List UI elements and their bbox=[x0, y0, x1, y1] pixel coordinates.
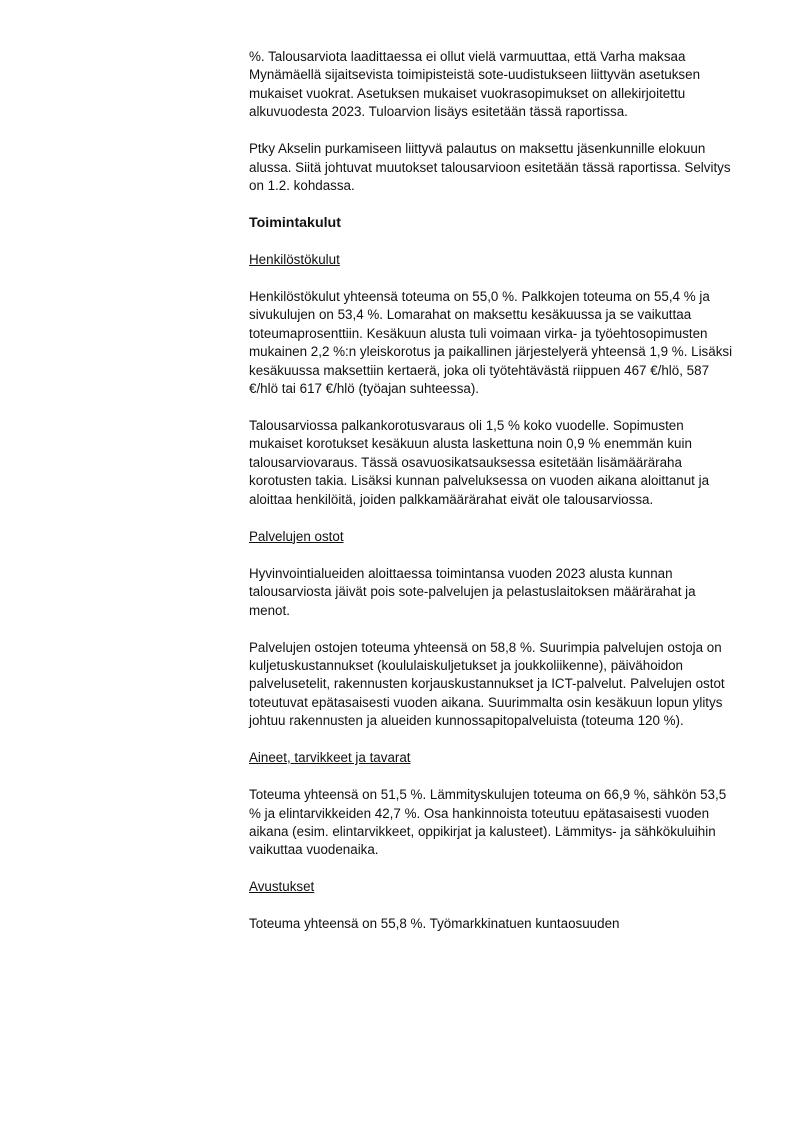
intro-paragraph-1: %. Talousarviota laadittaessa ei ollut vielä varmuuttaa, että Varha maksaa Mynämäellä sijaitsevista toimipisteistä sote-uudistukseen liittyvän asetuksen mukaiset vuokrat. Asetuksen mukaiset vuokrasopimukset on allekirjoitettu alkuvuodesta 2023. Tuloarvion lisäys esitetään tässä raportissa. bbox=[249, 49, 701, 120]
avustukset-paragraph-1: Toteuma yhteensä on 55,8 %. Työmarkkinatuen kuntaosuuden bbox=[249, 916, 620, 932]
palvelujen-ostot-paragraph-1: Hyvinvointialueiden aloittaessa toimintansa vuoden 2023 alusta kunnan talousarviosta jäivät pois sote-palvelujen ja pelastuslaitoksen määrärahat ja menot. bbox=[249, 565, 696, 618]
henkilostokulut-paragraph-2: Talousarviossa palkankorotusvaraus oli 1,5 % koko vuodelle. Sopimusten mukaiset korotukset kesäkuun alusta laskettuna noin 0,9 % enemmän kuin talousarviovaraus. Tässä osavuosikatsauksessa esitetään lisämääräraha korotusten takia. Lisäksi kunnan palveluksessa on vuoden aikana aloittanut ja aloittaa henkilöitä, joiden palkkamäärärahat eivät ole talousarviossa. bbox=[249, 418, 710, 507]
subheading-avustukset: Avustukset bbox=[249, 879, 315, 895]
subheading-henkilostokulut: Henkilöstökulut bbox=[249, 252, 340, 268]
section-heading-toimintakulut: Toimintakulut bbox=[249, 215, 341, 232]
intro-paragraph-2: Ptky Akselin purkamiseen liittyvä palautus on maksettu jäsenkunnille elokuun alussa. Siitä johtuvat muutokset talousarvioon esitetään tässä raportissa. Selvitys on 1.2. kohdassa. bbox=[249, 141, 731, 194]
subheading-palvelujen-ostot: Palvelujen ostot bbox=[249, 528, 344, 544]
aineet-paragraph-1: Toteuma yhteensä on 51,5 %. Lämmityskulujen toteuma on 66,9 %, sähkön 53,5 % ja elintarvikkeiden 42,7 %. Osa hankinnoista toteutuu epätasaisesti vuoden aikana (esim. elintarvikkeet, oppikirjat ja kalusteet). Lämmitys- ja sähkökuluihin vaikuttaa vuodenaika. bbox=[249, 787, 727, 858]
document-page bbox=[249, 48, 739, 952]
henkilostokulut-paragraph-1: Henkilöstökulut yhteensä toteuma on 55,0 %. Palkkojen toteuma on 55,4 % ja sivukulujen on 53,4 %. Lomarahat on maksettu kesäkuussa ja se vaikuttaa toteumaprosenttiin. Kesäkuun alusta tuli voimaan virka- ja työehtosopimusten mukainen 2,2 %:n yleiskorotus ja paikallinen järjestelyerä yhteensä 1,9 %. Lisäksi kesäkuussa maksettiin kertaerä, joka oli työtehtävästä riippuen 467 €/hlö, 587 €/hlö tai 617 €/hlö (työajan suhteessa). bbox=[249, 289, 733, 397]
palvelujen-ostot-paragraph-2: Palvelujen ostojen toteuma yhteensä on 58,8 %. Suurimpia palvelujen ostoja on kuljetuskustannukset (koululaiskuljetukset ja joukkoliikenne), päivähoidon palvelusetelit, rakennusten korjauskustannukset ja ICT-palvelut. Palvelujen ostot toteutuvat epätasaisesti vuoden aikana. Suurimmalta osin kesäkuun lopun ylitys johtuu rakennusten ja alueiden kunnossapitopalveluista (toteuma 120 %). bbox=[249, 639, 725, 729]
subheading-aineet-tarvikkeet: Aineet, tarvikkeet ja tavarat bbox=[249, 750, 411, 766]
